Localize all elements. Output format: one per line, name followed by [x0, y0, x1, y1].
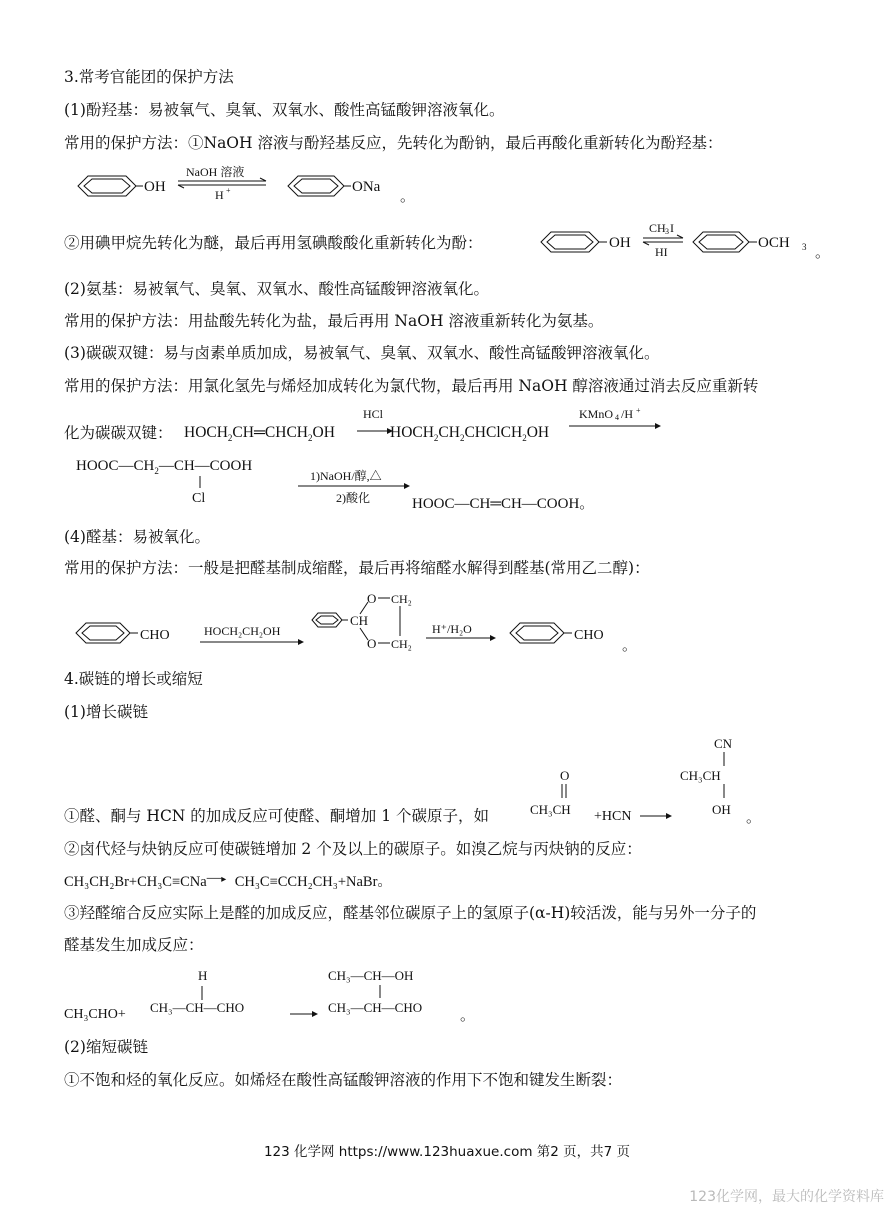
svg-text:+: +: [226, 186, 231, 195]
svg-text:。: 。: [746, 810, 762, 824]
benzene-ring-icon: [78, 176, 136, 196]
hcn-addition-text: ①醛、酮与 HCN 的加成反应可使醛、酮增加 1 个碳原子，如: [64, 807, 490, 825]
r2-bottom-reagent: HI: [655, 245, 668, 259]
benzene-ring-icon: [312, 613, 342, 627]
svg-text:。: 。: [400, 189, 416, 205]
benzene-ring-icon: [510, 623, 564, 643]
alkene-method-text-b: 化为碳碳双键：: [64, 424, 173, 442]
reaction-acetal: [70, 586, 670, 658]
watermark: 123化学网，最大的化学资料库: [689, 1189, 884, 1205]
m1-cn: CN: [714, 736, 733, 751]
r2-right-group: OCH: [758, 235, 790, 251]
svg-text:/H: /H: [621, 407, 633, 421]
reaction-ch3i-phenol: [535, 218, 835, 262]
svg-text:。: 。: [815, 245, 831, 261]
r1-right-group: ONa: [352, 179, 381, 195]
section3-title: 3.常考官能团的保护方法: [64, 68, 234, 86]
svg-text:。: 。: [622, 638, 638, 654]
r3-cl: Cl: [192, 491, 206, 506]
r3-intermediate: $HOCH_2CH_2CHClCH_2OH$: [390, 424, 550, 444]
r4-ch: CH: [350, 613, 369, 628]
r3-product: HOOC—CH═CH—COOH。: [412, 496, 595, 512]
r4-ch2-bottom: CH₂: [391, 637, 412, 651]
r3-hcl: HCl: [363, 407, 384, 421]
svg-text:3: 3: [802, 242, 807, 252]
r4-cho-left: CHO: [140, 628, 170, 643]
alkyne-sodium-text: ②卤代烃与炔钠反应可使碳链增加 2 个及以上的碳原子。如溴乙烷与丙炔钠的反应：: [64, 840, 642, 858]
aldol-text-a: ③羟醛缩合反应实际上是醛的加成反应，醛基邻位碳原子上的氢原子(α-H)较活泼，能与另外一分子的: [64, 904, 757, 922]
alkene-text: (3)碳碳双键：易与卤素单质加成，易被氧气、臭氧、双氧水、酸性高锰酸钾溶液氧化。: [64, 344, 660, 362]
m2-eq-right: CH₃C≡CCH₂CH₃+NaBr: [234, 874, 378, 890]
phenol-hydroxyl-text: (1)酚羟基：易被氧气、臭氧、双氧水、酸性高锰酸钾溶液氧化。: [64, 101, 505, 119]
aldehyde-method-text: 常用的保护方法：一般是把醛基制成缩醛，最后再将缩醛水解得到醛基(常用乙二醇)：: [64, 559, 650, 577]
r1-bottom-reagent: H: [215, 188, 224, 202]
aldol-text-b: 醛基发生加成反应：: [64, 936, 204, 954]
phenol-method2-text: ②用碘甲烷先转化为醚，最后再用氢碘酸酸化重新转化为酚：: [64, 234, 483, 252]
alkyne-sodium-equation: CH₃CH₂Br+CH₃C≡CNa—▸ CH₃C≡CCH₂CH₃+NaBr。: [64, 870, 392, 890]
r3-cl-branch: [190, 474, 220, 506]
benzene-ring-icon: [288, 176, 344, 196]
m1-ch3ch-product: CH₃CH: [680, 768, 721, 783]
page-footer: 123 化学网 https://www.123huaxue.com 第2 页，共7 页: [263, 1144, 631, 1160]
m1-o: O: [560, 768, 570, 783]
r2-top-reagent: CH: [649, 221, 666, 235]
r4-o-top: O: [367, 591, 377, 606]
r1-top-reagent: NaOH 溶液: [186, 165, 245, 179]
m3-top: CH₃—CH—OH: [328, 968, 414, 983]
extend-chain-heading: (1)增长碳链: [64, 703, 148, 721]
m3-bottom: CH₃—CH—CHO: [328, 1000, 423, 1015]
benzene-ring-icon: [693, 232, 749, 252]
m3-ch3cho: CH₃CHO+: [64, 1007, 126, 1022]
phenol-method1-text: 常用的保护方法：①NaOH 溶液与酚羟基反应，先转化为酚钠，最后再酸化重新转化为酚羟基：: [64, 134, 723, 152]
m3-h: H: [198, 968, 208, 983]
r4-reagent: HOCH₂CH₂OH: [204, 624, 281, 638]
r3-cond2: 2)酸化: [336, 491, 370, 505]
m2-eq-left: CH₃CH₂Br+CH₃C≡CNa: [64, 874, 207, 890]
r3-acid: $HOOC—CH_2—CH—COOH$: [76, 458, 253, 476]
r1-left-group: OH: [144, 179, 166, 195]
svg-text:。: 。: [460, 1008, 476, 1024]
m1-ch3ch: CH₃CH: [530, 802, 571, 817]
m1-hcn: +HCN: [594, 809, 632, 824]
oxidation-text: ①不饱和烃的氧化反应。如烯烃在酸性高锰酸钾溶液的作用下不饱和键发生断裂：: [64, 1071, 623, 1089]
aldehyde-text: (4)醛基：易被氧化。: [64, 528, 210, 546]
r3-elimination-arrow: [296, 466, 416, 510]
r4-o-bottom: O: [367, 636, 377, 651]
svg-text:I: I: [670, 221, 674, 235]
r4-acid: H⁺/H₂O: [432, 622, 472, 636]
r4-cho-right: CHO: [574, 628, 604, 643]
r2-left-group: OH: [609, 235, 631, 251]
benzene-ring-icon: [541, 232, 599, 252]
r3-kmno4: KMnO: [579, 407, 614, 421]
m3-chain: CH₃—CH—CHO: [150, 1000, 245, 1015]
benzene-ring-icon: [76, 623, 130, 643]
section4-title: 4.碳链的增长或缩短: [64, 670, 203, 688]
alkene-method-text-a: 常用的保护方法：用氯化氢先与烯烃加成转化为氯代物，最后再用 NaOH 醇溶液通过消去反应重新转: [64, 377, 759, 395]
amino-text: (2)氨基：易被氧气、臭氧、双氧水、酸性高锰酸钾溶液氧化。: [64, 280, 489, 298]
svg-text:+: +: [636, 406, 641, 415]
svg-text:4: 4: [615, 413, 619, 422]
aldol-reaction: [62, 960, 482, 1028]
hcn-addition-reaction: [528, 730, 768, 824]
r3-start: $HOCH_2CH═CHCH_2OH$: [184, 424, 335, 444]
r3-cond1: 1)NaOH/醇,△: [310, 469, 382, 483]
amino-method-text: 常用的保护方法：用盐酸先转化为盐，最后再用 NaOH 溶液重新转化为氨基。: [64, 312, 604, 330]
reaction-naoh-phenol: [70, 160, 430, 206]
m1-oh: OH: [712, 802, 731, 817]
shorten-chain-heading: (2)缩短碳链: [64, 1038, 148, 1056]
r4-ch2-top: CH₂: [391, 592, 412, 606]
svg-text:3: 3: [665, 227, 669, 236]
